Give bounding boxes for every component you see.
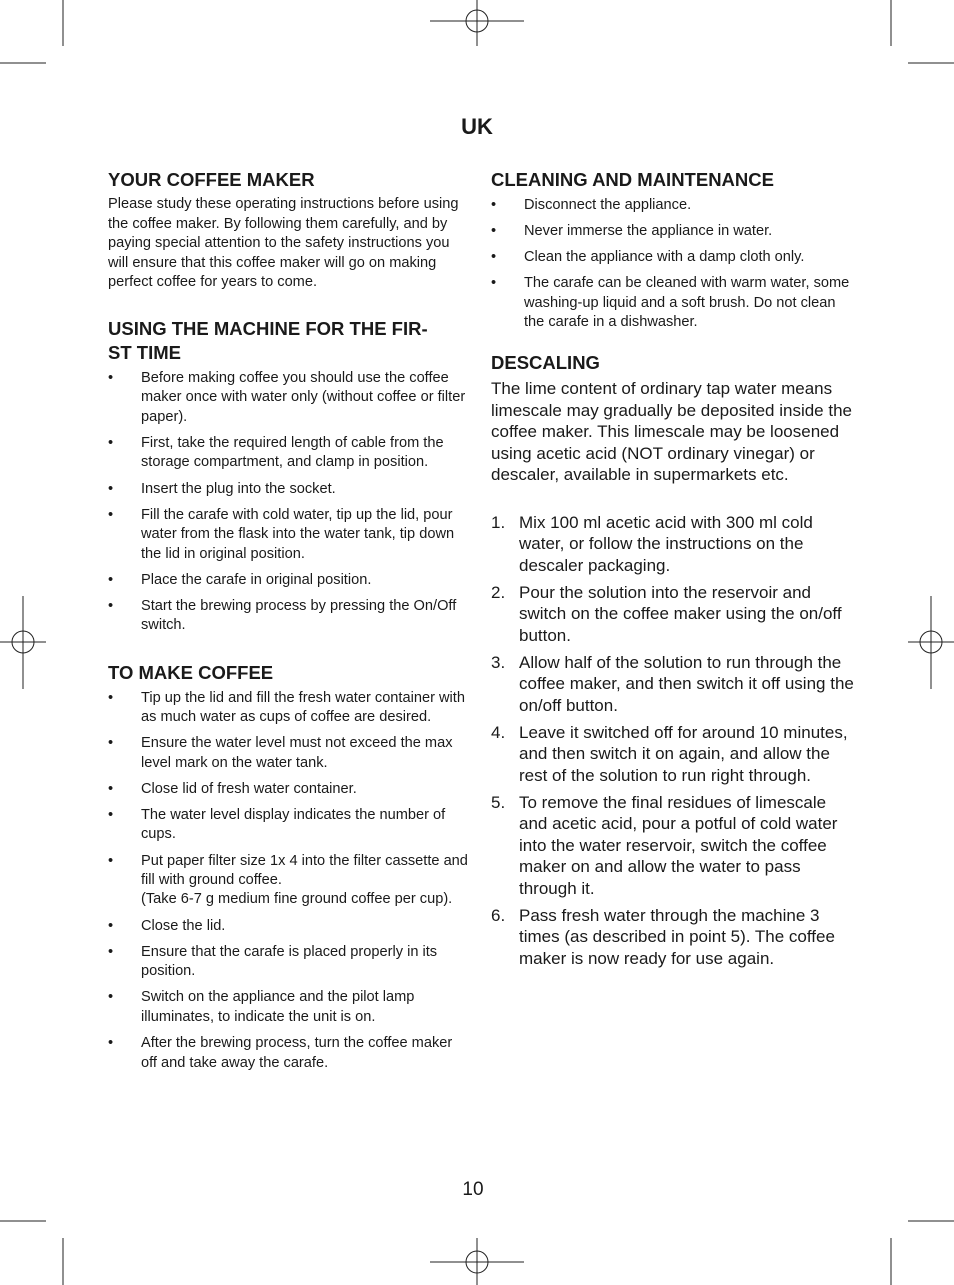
first-use-list (108, 369, 468, 636)
list-item-text: The carafe can be cleaned with warm water, some washing-up liquid and a soft brush. Do not clean the carafe in a dishwasher. (524, 274, 850, 331)
list-item-text: Fill the carafe with cold water, tip up the lid, pour water from the flask into the water tank, tip down the lid in original position. (141, 506, 455, 562)
right-column (491, 168, 856, 975)
section-title: YOUR COFFEE MAKER (108, 169, 315, 190)
step-number: 3. (491, 652, 506, 672)
step-number: 1. (491, 512, 506, 532)
section-your-coffee-maker (108, 168, 468, 293)
list-item-text: Insert the plug into the socket. (141, 480, 336, 497)
step-text: Leave it switched off for around 10 minutes, and then switch it on again, and allow the rest of the solution to run right through. (519, 722, 848, 785)
bullet: • (491, 222, 497, 239)
list-item (108, 852, 468, 910)
crop-mark-bottom-left (0, 1221, 63, 1285)
section-title-line: ST TIME (108, 341, 181, 363)
section-title (108, 317, 468, 365)
bullet: • (491, 274, 497, 291)
cleaning-list (491, 196, 856, 333)
section-to-make-coffee (108, 661, 468, 1073)
list-item-text: Close lid of fresh water container. (141, 780, 357, 797)
list-item-note: (Take 6-7 g medium fine ground coffee per cup). (141, 891, 453, 908)
registration-mark-right (908, 596, 954, 689)
language-heading: UK (461, 114, 493, 139)
list-item (108, 597, 468, 636)
crop-mark-top-right (891, 0, 954, 63)
section-title: CLEANING AND MAINTENANCE (491, 169, 774, 190)
list-item (491, 274, 856, 333)
list-item (108, 506, 468, 564)
bullet: • (108, 735, 114, 752)
step-text: Mix 100 ml acetic acid with 300 ml cold water, or follow the instructions on the descaler packaging. (519, 512, 813, 575)
step-item (491, 652, 856, 717)
list-item (108, 434, 468, 473)
list-item-text: Switch on the appliance and the pilot lamp illuminates, to indicate the unit is on. (141, 989, 415, 1025)
step-item (491, 582, 856, 647)
make-coffee-list (108, 689, 468, 1073)
list-item (108, 734, 468, 773)
bullet: • (108, 807, 114, 824)
descaling-intro: The lime content of ordinary tap water means limescale may gradually be deposited inside the coffee maker. This limescale may be loosened using acetic acid (NOT ordinary vinegar) or descaler, available in supermarkets etc. (491, 379, 852, 485)
step-item (491, 905, 856, 970)
list-item-text: Ensure the water level must not exceed the max level mark on the water tank. (141, 735, 453, 771)
registration-mark-left (0, 596, 46, 689)
list-item (491, 222, 856, 242)
bullet: • (108, 852, 114, 869)
list-item (108, 1034, 468, 1073)
list-item (108, 369, 468, 427)
section-title: DESCALING (491, 352, 600, 374)
descaling-steps (491, 512, 856, 970)
list-item-text: Start the brewing process by pressing the On/Off switch. (141, 598, 457, 634)
bullet: • (108, 506, 114, 523)
bullet: • (108, 480, 114, 497)
list-item-text: Clean the appliance with a damp cloth only. (524, 248, 805, 265)
list-item-text: After the brewing process, turn the coffee maker off and take away the carafe. (141, 1035, 453, 1071)
step-number: 5. (491, 792, 506, 812)
section-first-use (108, 317, 468, 636)
step-item (491, 792, 856, 900)
list-item (108, 689, 468, 728)
registration-mark-top (430, 0, 524, 46)
section-cleaning-maintenance (491, 168, 856, 333)
section-title-line: USING THE MACHINE FOR THE FIR- (108, 317, 428, 339)
bullet: • (108, 917, 114, 934)
step-item (491, 512, 856, 577)
step-item (491, 722, 856, 787)
list-item-text: Never immerse the appliance in water. (524, 222, 773, 239)
bullet: • (108, 943, 114, 960)
list-item-text: First, take the required length of cable from the storage compartment, and clamp in position. (141, 434, 444, 471)
list-item (491, 248, 856, 268)
list-item (108, 988, 468, 1027)
step-number: 2. (491, 582, 506, 602)
list-item-text: Disconnect the appliance. (524, 197, 692, 213)
list-item (108, 480, 468, 499)
step-text: Pass fresh water through the machine 3 times (as described in point 5). The coffee maker is now ready for use again. (519, 905, 835, 968)
step-number: 6. (491, 905, 506, 925)
bullet: • (108, 598, 114, 615)
list-item (108, 806, 468, 845)
bullet: • (491, 248, 497, 265)
bullet: • (108, 1035, 114, 1052)
list-item (108, 917, 468, 936)
bullet: • (108, 369, 114, 386)
list-item-text: Place the carafe in original position. (141, 571, 372, 588)
registration-mark-bottom (430, 1238, 524, 1285)
step-number: 4. (491, 722, 506, 742)
page-number: 10 (462, 1179, 484, 1200)
list-item (108, 571, 468, 590)
bullet: • (491, 197, 497, 213)
crop-mark-bottom-right (891, 1221, 954, 1285)
bullet: • (108, 571, 114, 588)
list-item-text: Close the lid. (141, 917, 226, 934)
list-item (491, 196, 856, 216)
list-item (108, 943, 468, 982)
list-item (108, 780, 468, 799)
list-item-text: Tip up the lid and fill the fresh water container with as much water as cups of coffee are desired. (141, 689, 465, 726)
list-item-text: Ensure that the carafe is placed properly in its position. (141, 943, 438, 980)
section-descaling (491, 351, 856, 969)
step-text: Allow half of the solution to run through the coffee maker, and then switch it off using the on/off button. (519, 652, 854, 715)
bullet: • (108, 434, 114, 451)
list-item-text: Before making coffee you should use the coffee maker once with water only (without coffee or filter paper). (141, 369, 466, 425)
bullet: • (108, 689, 114, 706)
section-title: TO MAKE COFFEE (108, 661, 274, 683)
step-text: To remove the final residues of limescale and acetic acid, pour a potful of cold water into the water reservoir, switch the coffee maker on and allow the water to pass through it. (519, 792, 838, 898)
left-column (108, 168, 468, 1080)
section-text: Please study these operating instructions before using the coffee maker. By following them carefully, and by paying special attention to the safety instructions you will ensure that this coffee maker will go on making perfect coffee for years to come. (108, 196, 459, 291)
step-text: Pour the solution into the reservoir and switch on the coffee maker using the on/off button. (519, 582, 842, 645)
bullet: • (108, 989, 114, 1006)
list-item-text: The water level display indicates the number of cups. (141, 807, 446, 843)
bullet: • (108, 780, 114, 797)
list-item-text: Put paper filter size 1x 4 into the filter cassette and fill with ground coffee. (141, 852, 468, 889)
crop-mark-top-left (0, 0, 63, 63)
